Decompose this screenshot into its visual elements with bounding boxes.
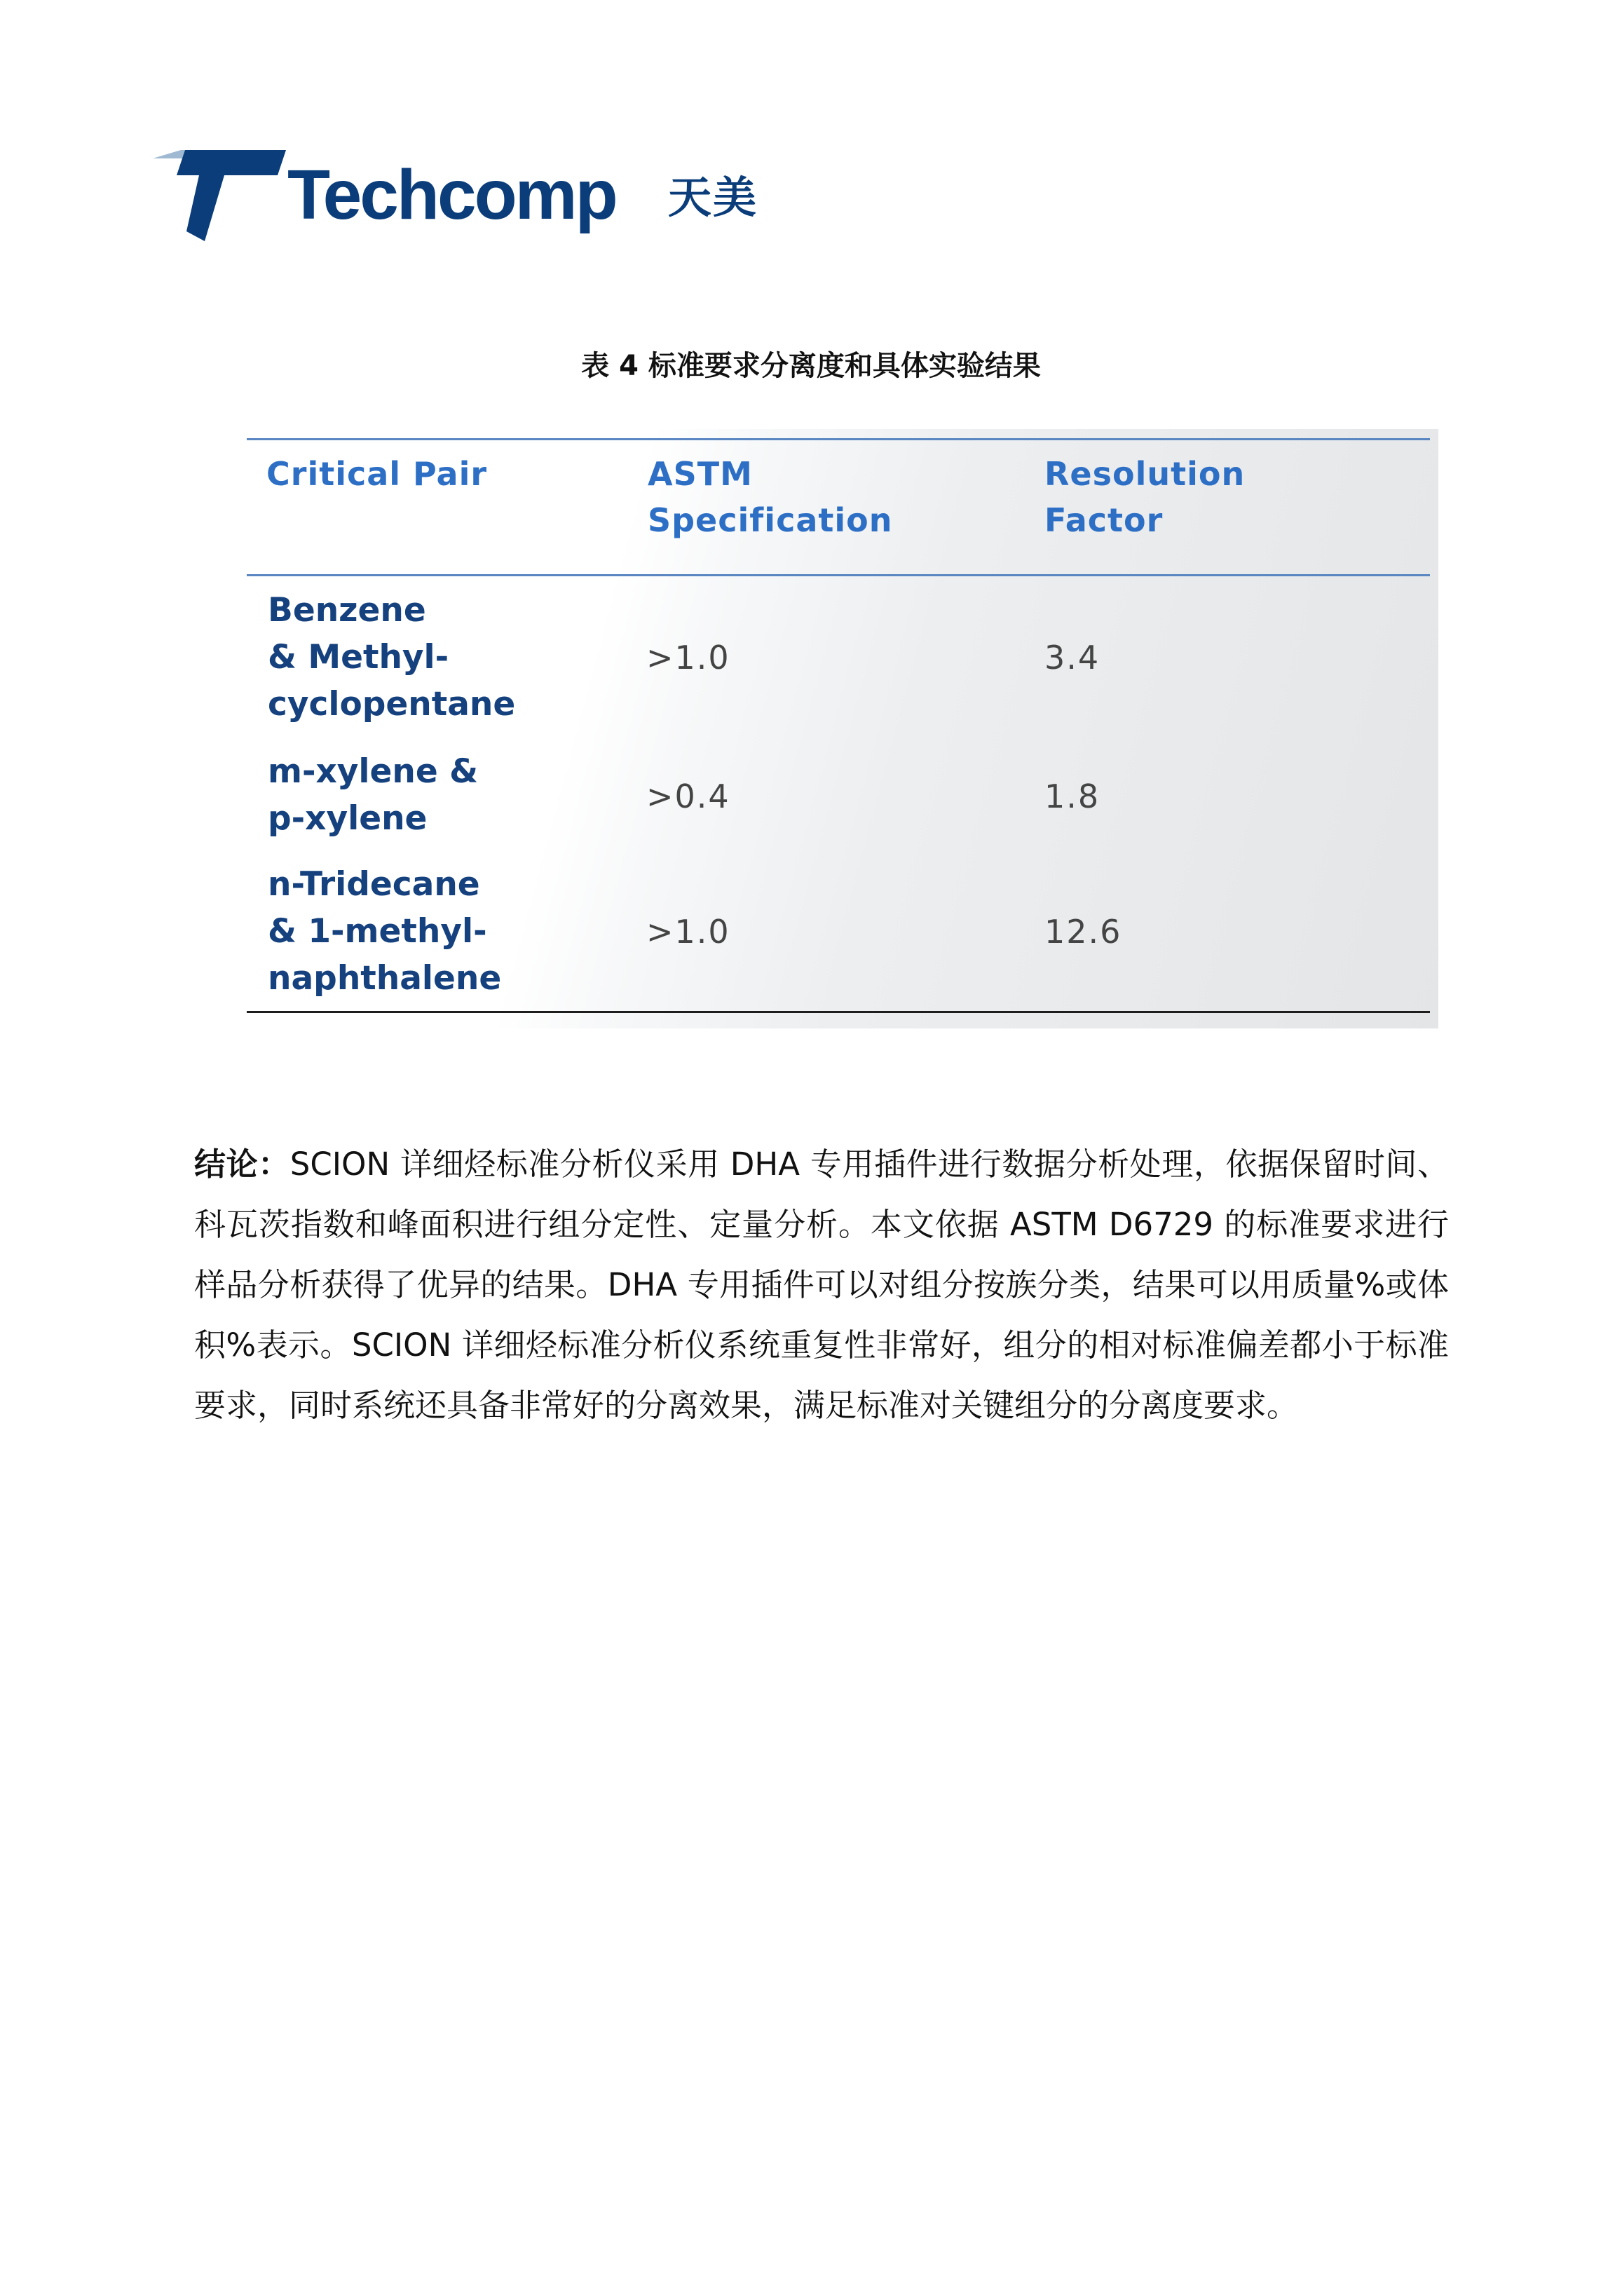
row1-pair-line1: Benzene <box>268 591 426 630</box>
table-bottom-rule <box>247 1011 1430 1013</box>
row3-pair-line2: & 1-methyl- <box>268 912 487 951</box>
row2-astm-value: >0.4 <box>646 777 730 815</box>
header-resolution-line1: Resolution <box>1044 455 1246 493</box>
techcomp-logo-mark-icon <box>153 150 286 241</box>
table-top-rule <box>247 438 1430 440</box>
row1-pair-line3: cyclopentane <box>268 685 516 724</box>
header-resolution-line2: Factor <box>1044 501 1164 539</box>
table-top-fade <box>247 429 625 439</box>
header-critical-pair: Critical Pair <box>266 455 488 493</box>
resolution-table <box>247 429 1438 1028</box>
header-astm-line1: ASTM <box>648 455 753 493</box>
row1-pair-line2: & Methyl- <box>268 638 449 677</box>
logo-chinese-name: 天美 <box>668 172 758 223</box>
row2-pair-line1: m-xylene & <box>268 752 479 791</box>
row2-pair-line2: p-xylene <box>268 799 428 838</box>
row1-astm-value: >1.0 <box>646 639 730 677</box>
row3-resolution-value: 12.6 <box>1044 913 1122 951</box>
logo-wordmark: Techcomp <box>287 156 616 234</box>
row3-astm-value: >1.0 <box>646 913 730 951</box>
row3-pair-line1: n-Tridecane <box>268 865 480 904</box>
table-caption: 表 4 标准要求分离度和具体实验结果 <box>581 350 1041 382</box>
row1-resolution-value: 3.4 <box>1044 639 1100 677</box>
conclusion-text: SCION 详细烃标准分析仪采用 DHA 专用插件进行数据分析处理，依据保留时间、科瓦茨指数和峰面积进行组分定性、定量分析。本文依据 ASTM D6729 的标准要求进行样品分析获得了优异的结果。DHA 专用插件可以对组分按族分类，结果可以用质量%或体积%表示。SCION 详细烃标准分析仪系统重复性非常好，组分的相对标准偏差都小于标准要求，同时系统还具备非常好的分离效果，满足标准对关键组分的分离度要求。 <box>194 1146 1449 1424</box>
table-header-rule <box>247 574 1430 576</box>
conclusion-label: 结论： <box>194 1146 290 1183</box>
conclusion-paragraph <box>194 1134 1449 1436</box>
header-astm-line2: Specification <box>648 501 893 539</box>
row2-resolution-value: 1.8 <box>1044 777 1100 815</box>
row3-pair-line3: naphthalene <box>268 959 502 998</box>
techcomp-logo <box>153 150 770 241</box>
